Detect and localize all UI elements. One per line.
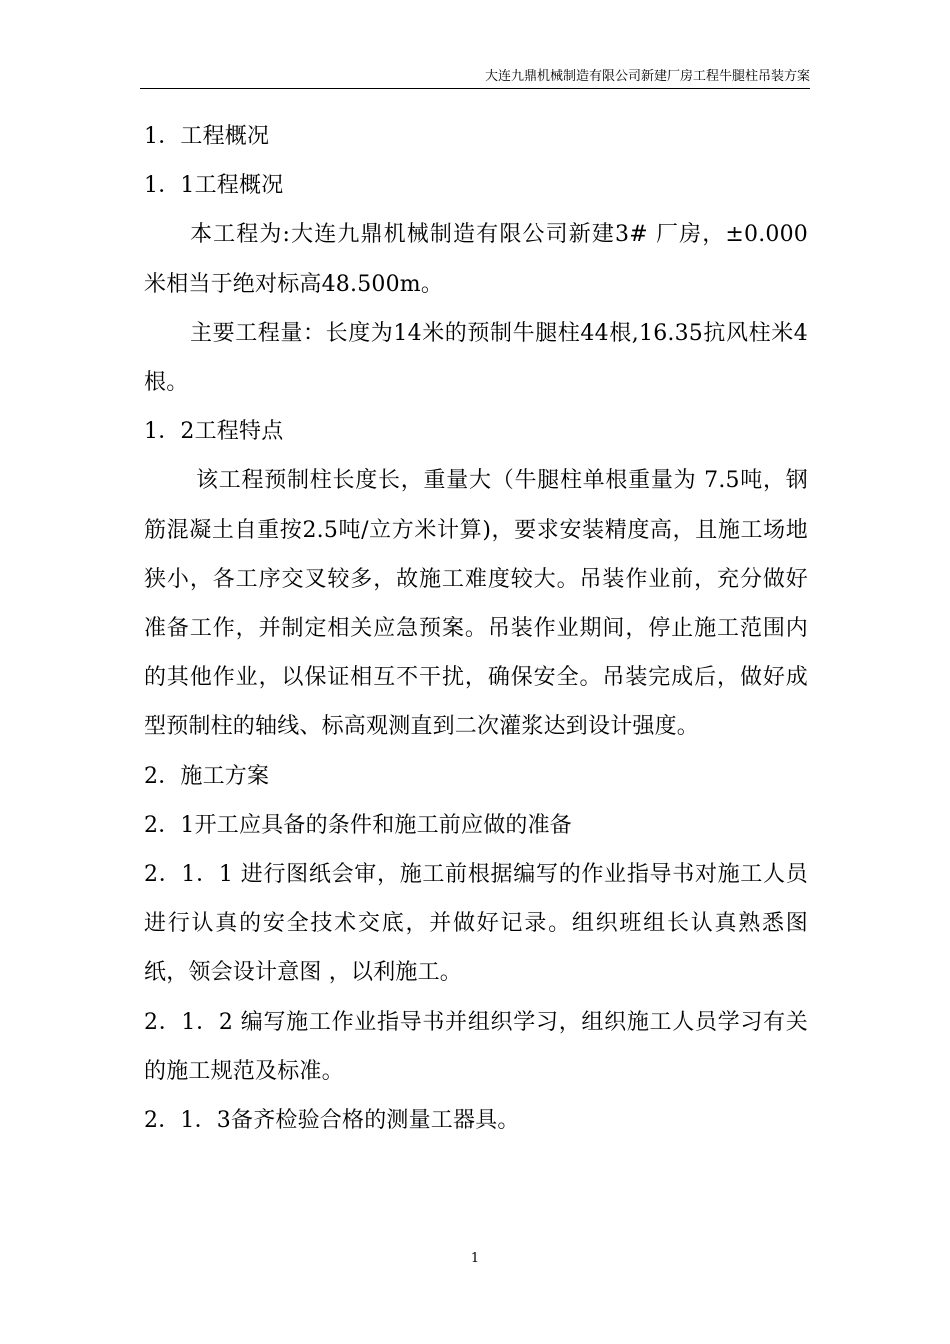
paragraph-2-1-3: 2．1．3备齐检验合格的测量工器具。 [144, 1108, 520, 1134]
section-heading-2-1: 2．1开工应具备的条件和施工前应做的准备 [144, 812, 572, 838]
page-header [140, 66, 810, 89]
paragraph-2-1-2: 2．1．2 编写施工作业指导书并组织学习，组织施工人员学习有关的施工规范及标准。 [144, 1009, 808, 1084]
section-heading-1: 1．工程概况 [144, 124, 270, 149]
section-heading-2: 2．施工方案 [144, 763, 270, 789]
section-heading-1-1: 1．1工程概况 [144, 173, 284, 199]
paragraph-project-intro: 本工程为:大连九鼎机械制造有限公司新建3# 厂房，±0.000米相当于绝对标高48.500m。 [144, 222, 808, 297]
section-heading-1-2: 1．2工程特点 [144, 419, 284, 445]
document-body [144, 112, 808, 1145]
paragraph-project-features: 该工程预制柱长度长，重量大（牛腿柱单根重量为 7.5吨，钢筋混凝土自重按2.5吨/立方米计算)，要求安装精度高，且施工场地狭小，各工序交叉较多，故施工难度较大。吊装作业前，充分做好准备工作，并制定相关应急预案。吊装作业期间，停止施工范围内的其他作业，以保证相互不干扰，确保安全。吊装完成后，做好成型预制柱的轴线、标高观测直到二次灌浆达到设计强度。 [144, 468, 808, 740]
paragraph-main-quantities: 主要工程量：长度为14米的预制牛腿柱44根,16.35抗风柱米4根。 [144, 320, 808, 396]
page-number: 1 [470, 1251, 480, 1266]
paragraph-2-1-1: 2．1．1 进行图纸会审，施工前根据编写的作业指导书对施工人员进行认真的安全技术交底，并做好记录。组织班组长认真熟悉图纸，领会设计意图 ，以利施工。 [144, 862, 808, 986]
header-title: 大连九鼎机械制造有限公司新建厂房工程牛腿柱吊装方案 [484, 69, 810, 84]
